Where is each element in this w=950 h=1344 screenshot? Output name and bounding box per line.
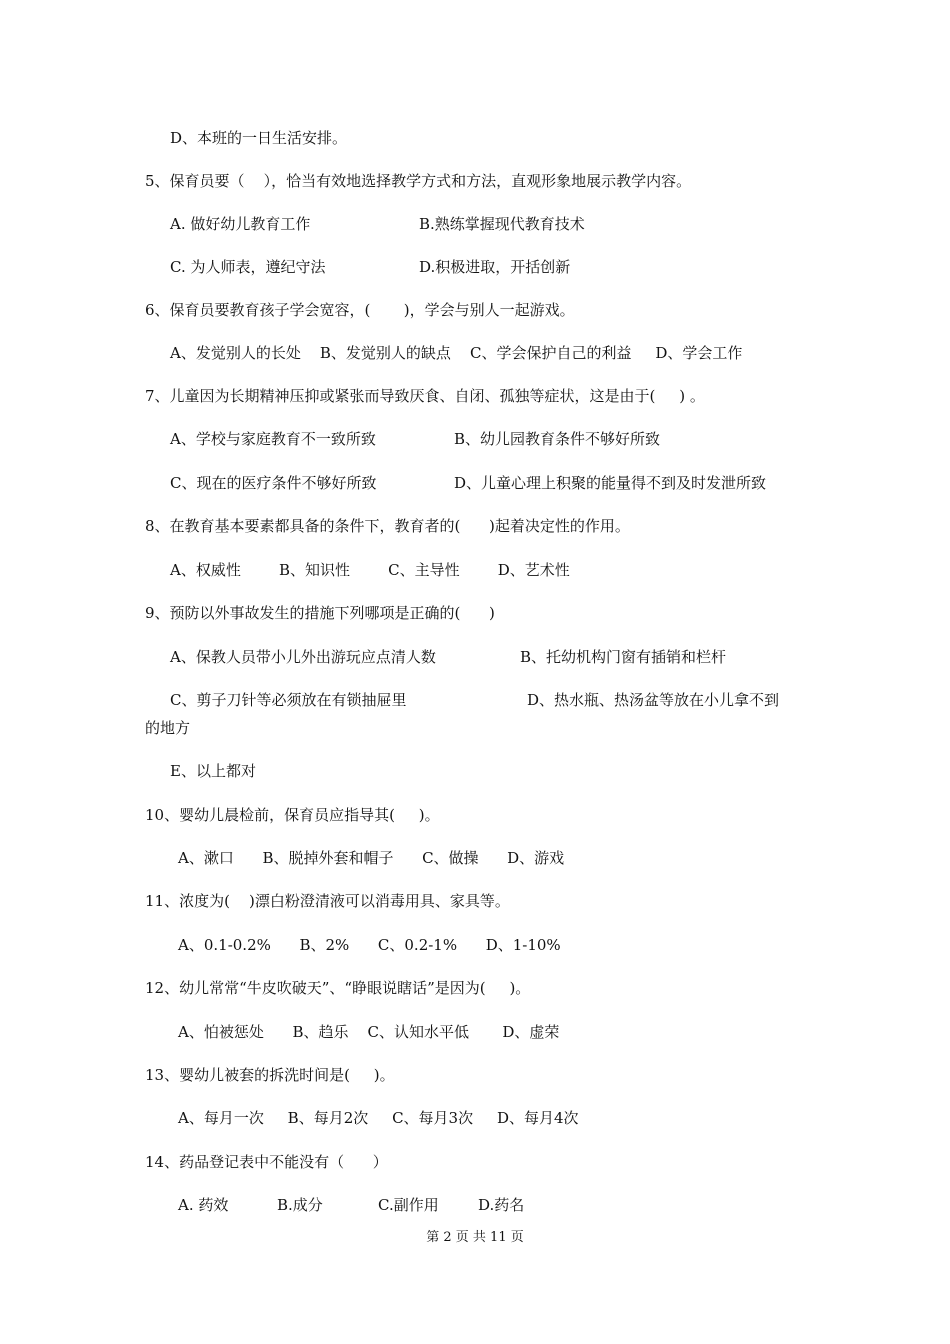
q9-option-b: B、托幼机构门窗有插销和栏杆 — [520, 648, 727, 666]
q14-option-b: B.成分 — [277, 1196, 323, 1214]
q13-options: A、每月一次 B、每月2次 C、每月3次 D、每月4次 — [178, 1109, 579, 1127]
q9-option-c: C、剪子刀针等必须放在有锁抽屉里 — [170, 691, 407, 709]
q14-option-a: A. 药效 — [178, 1196, 229, 1214]
q12-options: A、怕被惩处 B、趋乐 C、认知水平低 D、虚荣 — [178, 1023, 560, 1041]
q14-option-c: C.副作用 — [378, 1196, 439, 1214]
q14-option-d: D.药名 — [478, 1196, 525, 1214]
q10-question: 10、婴幼儿晨检前，保育员应指导其( )。 — [145, 806, 440, 824]
q6-options: A、发觉别人的长处 B、发觉别人的缺点 C、学会保护自己的利益 D、学会工作 — [170, 344, 743, 362]
q6-question: 6、保育员要教育孩子学会宽容，( )，学会与别人一起游戏。 — [145, 301, 575, 319]
q12-question: 12、幼儿常常“牛皮吹破天”、“睁眼说瞎话”是因为( )。 — [145, 979, 531, 997]
q10-options: A、漱口 B、脱掉外套和帽子 C、做操 D、游戏 — [178, 849, 565, 867]
q14-question: 14、药品登记表中不能没有（ ） — [145, 1153, 388, 1171]
q7-option-c: C、现在的医疗条件不够好所致 — [170, 474, 377, 492]
q9-option-e: E、以上都对 — [170, 762, 256, 780]
q7-question: 7、儿童因为长期精神压抑或紧张而导致厌食、自闭、孤独等症状，这是由于( ) 。 — [145, 387, 705, 405]
q5-option-a: A. 做好幼儿教育工作 — [170, 215, 311, 233]
q8-question: 8、在教育基本要素都具备的条件下，教育者的( )起着决定性的作用。 — [145, 517, 630, 535]
q9-option-d-continued: 的地方 — [145, 719, 191, 737]
q5-option-c: C. 为人师表，遵纪守法 — [170, 258, 326, 276]
q7-option-a: A、学校与家庭教育不一致所致 — [170, 430, 376, 448]
q4-option-d: D、本班的一日生活安排。 — [170, 129, 348, 147]
q5-question: 5、保育员要（ ），恰当有效地选择教学方式和方法，直观形象地展示教学内容。 — [145, 172, 692, 190]
q9-question: 9、预防以外事故发生的措施下列哪项是正确的( ) — [145, 604, 495, 622]
page-footer: 第 2 页 共 11 页 — [426, 1230, 524, 1245]
q9-option-a: A、保教人员带小儿外出游玩应点清人数 — [170, 648, 436, 666]
q11-question: 11、浓度为( )漂白粉澄清液可以消毒用具、家具等。 — [145, 892, 510, 910]
q8-options: A、权威性 B、知识性 C、主导性 D、艺术性 — [170, 561, 570, 579]
q5-option-d: D.积极进取，开括创新 — [419, 258, 571, 276]
q11-options: A、0.1-0.2% B、2% C、0.2-1% D、1-10% — [178, 936, 561, 954]
q7-option-b: B、幼儿园教育条件不够好所致 — [454, 430, 661, 448]
q7-option-d: D、儿童心理上积聚的能量得不到及时发泄所致 — [454, 474, 767, 492]
q5-option-b: B.熟练掌握现代教育技术 — [419, 215, 585, 233]
q13-question: 13、婴幼儿被套的拆洗时间是( )。 — [145, 1066, 395, 1084]
q9-option-d: D、热水瓶、热汤盆等放在小儿拿不到 — [527, 691, 780, 709]
